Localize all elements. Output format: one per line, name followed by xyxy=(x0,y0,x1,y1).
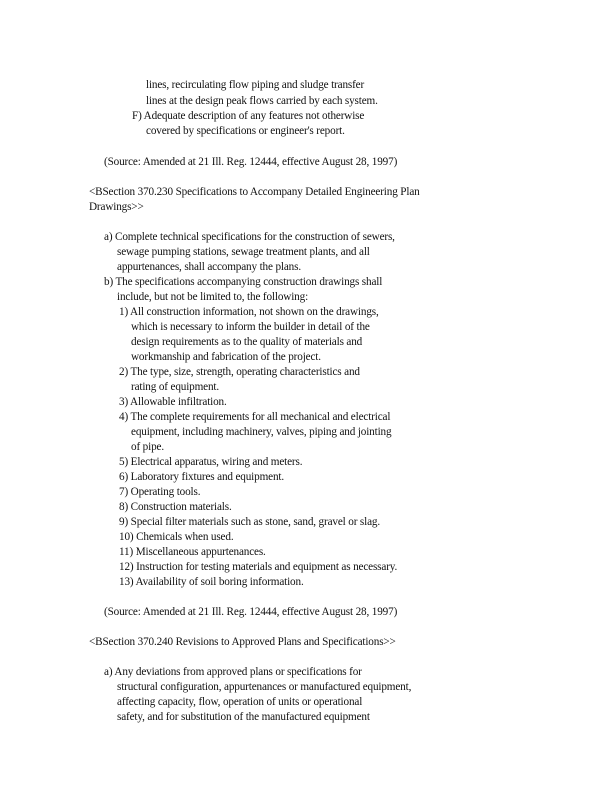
list-item-f: F) Adequate description of any features not otherwise xyxy=(132,110,365,122)
sub-item-11: 11) Miscellaneous appurtenances. xyxy=(119,546,266,558)
sub-item-3: 3) Allowable infiltration. xyxy=(119,396,227,408)
text-line: safety, and for substitution of the manufactured equipment xyxy=(117,711,370,723)
text-line: equipment, including machinery, valves, piping and jointing xyxy=(131,426,392,438)
source-note: (Source: Amended at 21 Ill. Reg. 12444, effective August 28, 1997) xyxy=(104,606,398,618)
text-line: lines at the design peak flows carried by each system. xyxy=(146,95,378,107)
sub-item-10: 10) Chemicals when used. xyxy=(119,531,234,543)
sub-item-12: 12) Instruction for testing materials and equipment as necessary. xyxy=(119,561,398,573)
text-line: design requirements as to the quality of materials and xyxy=(131,336,363,348)
section-heading: <BSection 370.230 Specifications to Accompany Detailed Engineering Plan xyxy=(89,186,420,198)
sub-item-7: 7) Operating tools. xyxy=(119,486,201,498)
sub-item-5: 5) Electrical apparatus, wiring and meters. xyxy=(119,456,303,468)
section-heading: Drawings>> xyxy=(89,201,144,213)
text-line: workmanship and fabrication of the project. xyxy=(131,351,321,363)
sub-item-6: 6) Laboratory fixtures and equipment. xyxy=(119,471,285,483)
text-line: covered by specifications or engineer's report. xyxy=(146,125,345,137)
text-line: which is necessary to inform the builder in detail of the xyxy=(131,321,370,333)
text-line: lines, recirculating flow piping and sludge transfer xyxy=(146,79,365,91)
source-note: (Source: Amended at 21 Ill. Reg. 12444, effective August 28, 1997) xyxy=(104,156,398,168)
sub-item-8: 8) Construction materials. xyxy=(119,501,232,513)
text-line: include, but not be limited to, the following: xyxy=(117,291,309,303)
section-heading: <BSection 370.240 Revisions to Approved Plans and Specifications>> xyxy=(89,636,396,648)
sub-item-4: 4) The complete requirements for all mechanical and electrical xyxy=(119,411,391,423)
text-line: appurtenances, shall accompany the plans. xyxy=(117,261,301,273)
list-item-b: b) The specifications accompanying construction drawings shall xyxy=(104,276,383,288)
list-item-a: a) Complete technical specifications for the construction of sewers, xyxy=(104,231,395,243)
text-line: of pipe. xyxy=(131,441,164,453)
sub-item-1: 1) All construction information, not shown on the drawings, xyxy=(119,306,379,318)
text-line: rating of equipment. xyxy=(131,381,220,393)
sub-item-13: 13) Availability of soil boring information. xyxy=(119,576,304,588)
sub-item-9: 9) Special filter materials such as stone, sand, gravel or slag. xyxy=(119,516,380,528)
text-line: structural configuration, appurtenances or manufactured equipment, xyxy=(117,681,412,693)
text-line: affecting capacity, flow, operation of units or operational xyxy=(117,696,363,708)
list-item-a: a) Any deviations from approved plans or specifications for xyxy=(104,666,362,678)
sub-item-2: 2) The type, size, strength, operating characteristics and xyxy=(119,366,360,378)
text-line: sewage pumping stations, sewage treatment plants, and all xyxy=(117,246,370,258)
